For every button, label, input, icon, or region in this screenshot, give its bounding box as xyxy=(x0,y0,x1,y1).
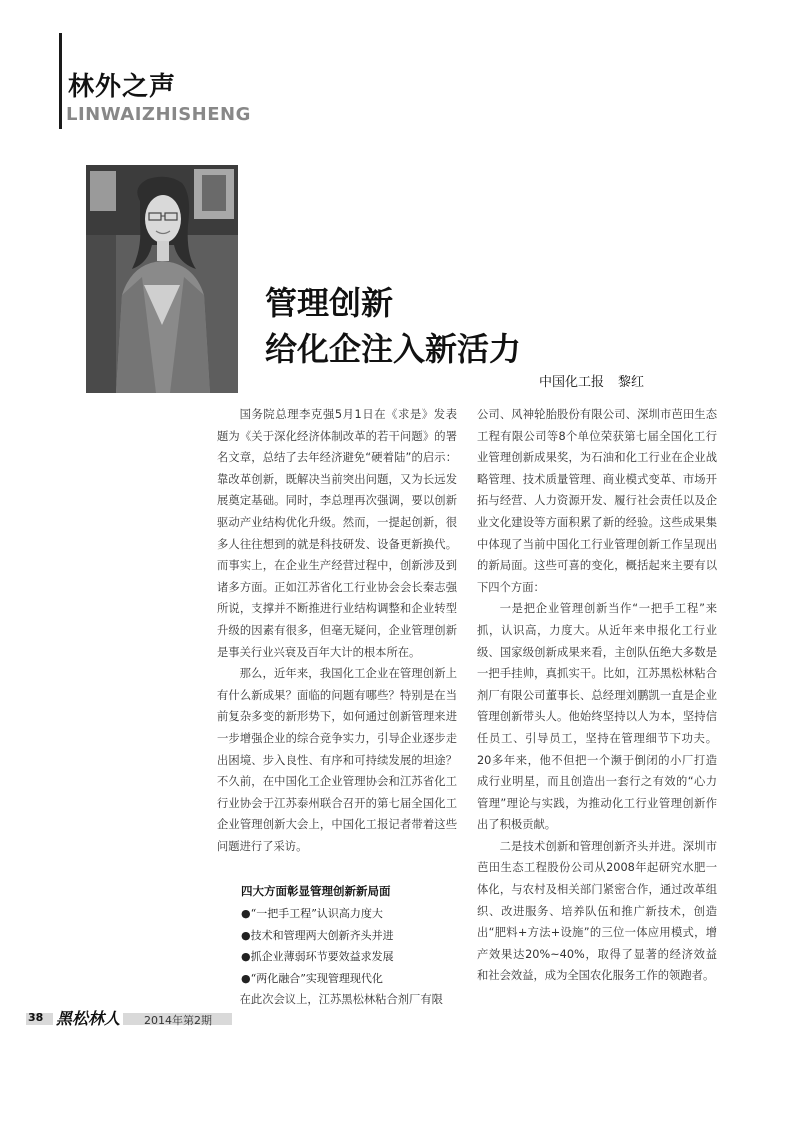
body-paragraph: 公司、风神轮胎股份有限公司、深圳市芭田生态工程有限公司等8个单位荣获第七届全国化工行业管理创新成果奖，为石油和化工行业在企业战略管理、技术质量管理、商业模式变革、市场开拓与经营、人力资源开发、履行社会责任以及企业文化建设等方面积累了新的经验。这些成果集中体现了当前中国化工行业管理创新工作呈现出的新局面。这些可喜的变化，概括起来主要有以下四个方面： xyxy=(477,408,717,594)
body-paragraph: 在此次会议上，江苏黑松林粘合剂厂有限 xyxy=(239,993,443,1007)
page-number: 38 xyxy=(28,1011,44,1024)
highlights-box xyxy=(217,881,457,989)
highlight-item: ●“一把手工程”认识高力度大 xyxy=(241,907,383,921)
magazine-logo: 黑松林人 xyxy=(53,1006,123,1029)
byline xyxy=(539,371,644,390)
highlights-title: 四大方面彰显管理创新新局面 xyxy=(241,884,391,899)
page-footer xyxy=(26,1009,232,1028)
article-headline xyxy=(265,280,521,372)
byline-author: 黎红 xyxy=(618,375,645,390)
byline-publication: 中国化工报 xyxy=(539,375,605,390)
highlight-item: ●抓企业薄弱环节要效益求发展 xyxy=(241,950,394,964)
issue-label: 2014年第2期 xyxy=(144,1014,212,1027)
author-photo xyxy=(86,165,238,393)
body-paragraph: 国务院总理李克强5月1日在《求是》发表题为《关于深化经济体制改革的若干问题》的署名文章，总结了去年经济避免“硬着陆”的启示：靠改革创新，既解决当前突出问题，又为长远发展奠定基础。同时，李总理再次强调，要以创新驱动产业结构优化升级。然而，一提起创新，很多人往往想到的就是科技研发、设备更新换代。而事实上，在企业生产经营过程中，创新涉及到诸多方面。正如江苏省化工行业协会会长秦志强所说，支撑并不断推进行业结构调整和企业转型升级的因素有很多，但毫无疑问，企业管理创新是事关行业兴衰及百年大计的根本所在。 xyxy=(217,408,457,659)
left-text-column xyxy=(217,404,457,1011)
body-paragraph: 那么，近年来，我国化工企业在管理创新上有什么新成果？面临的问题有哪些？特别是在当前复杂多变的新形势下，如何通过创新管理来进一步增强企业的综合竞争实力，引导企业逐步走出困境、步入良性、有序和可持续发展的坦途？不久前，在中国化工企业管理协会和江苏省化工行业协会于江苏泰州联合召开的第七届全国化工企业管理创新大会上，中国化工报记者带着这些问题进行了采访。 xyxy=(217,667,457,853)
highlight-item: ●“两化融合”实现管理现代化 xyxy=(241,971,383,985)
column-latin-title: LINWAIZHISHENG xyxy=(66,104,251,125)
column-title: 林外之声 xyxy=(68,72,177,102)
headline-line-2: 给化企注入新活力 xyxy=(265,330,522,368)
highlight-item: ●技术和管理两大创新齐头并进 xyxy=(241,928,394,942)
body-paragraph: 一是把企业管理创新当作“一把手工程”来抓，认识高，力度大。从近年来申报化工行业级、国家级创新成果来看，主创队伍绝大多数是一把手挂帅，真抓实干。比如，江苏黑松林粘合剂厂有限公司董事长、总经理刘鹏凯一直是企业管理创新带头人。他始终坚持以人为本，坚持信任员工、引导员工，坚持在管理细节下功夫。20多年来，他不但把一个濒于倒闭的小厂打造成行业明星，而且创造出一套行之有效的“心力管理”理论与实践，为推动化工行业管理创新作出了积极贡献。 xyxy=(477,602,717,832)
right-text-column xyxy=(477,404,717,987)
body-paragraph: 二是技术创新和管理创新齐头并进。深圳市芭田生态工程股份公司从2008年起研究水肥一体化，与农村及相关部门紧密合作，通过改革组织、改进服务、培养队伍和推广新技术，创造出“肥料+方法+设施”的三位一体应用模式，增产效果达20%~40%，取得了显著的经济效益和社会效益，成为全国农化服务工作的领跑者。 xyxy=(477,839,717,983)
headline-line-1: 管理创新 xyxy=(265,284,394,322)
column-divider-bar xyxy=(59,33,62,129)
